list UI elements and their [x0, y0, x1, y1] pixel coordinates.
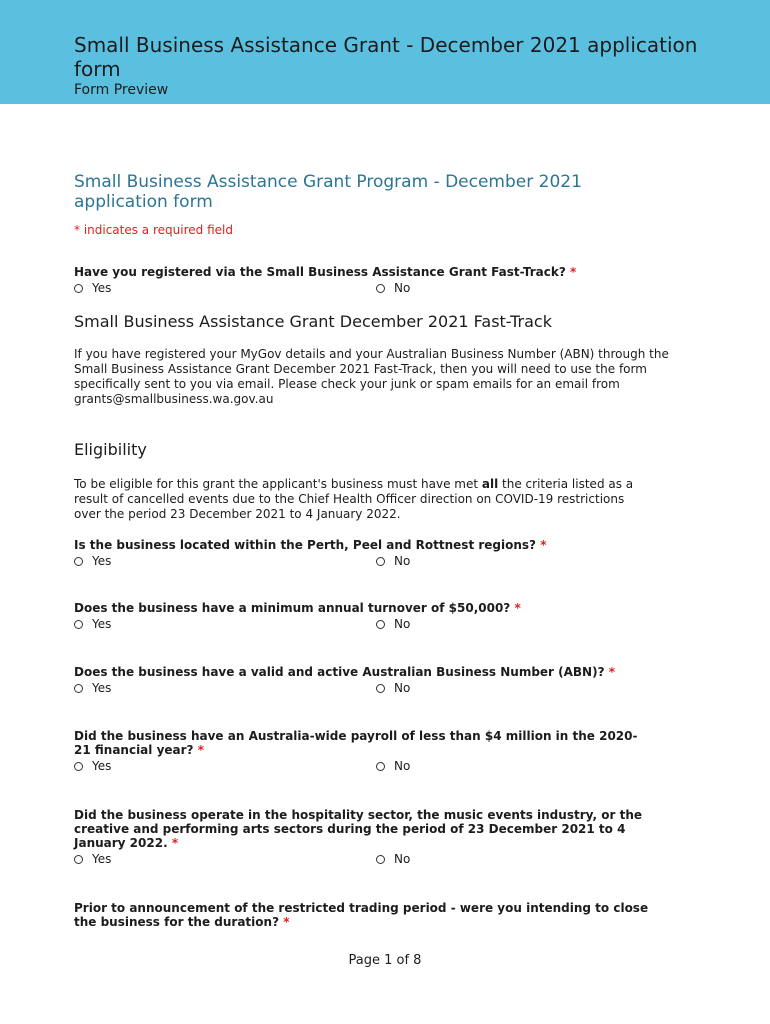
option-yes[interactable]	[74, 617, 111, 631]
form-title: Small Business Assistance Grant Program - December 2021 application form	[74, 172, 582, 212]
eligibility-description: To be eligible for this grant the applicant's business must have met all the criteria listed as a result of cancelled events due to the Chief Health Officer direction on COVID-19 restrictions over the period 23 December 2021 to 4 January 2022.	[74, 477, 634, 521]
question-location	[74, 538, 674, 552]
fasttrack-description: If you have registered your MyGov details and your Australian Business Number (ABN) through the Small Business Assistance Grant December 2021 Fast-Track, then you will need to use the form specifically sent to you via email. Please check your junk or spam emails for an email from grants@smallbusiness.wa.gov.au	[74, 347, 669, 406]
question-label: Does the business have a valid and active Australian Business Number (ABN)?	[74, 665, 605, 679]
radio-icon[interactable]	[74, 284, 83, 293]
required-marker: *	[569, 265, 577, 279]
question-payroll	[74, 729, 649, 757]
question-label: Did the business operate in the hospitality sector, the music events industry, or the creative and performing arts sectors during the period of 23 December 2021 to 4 January 2022.	[74, 808, 642, 850]
option-yes[interactable]	[74, 852, 111, 866]
page-header	[0, 0, 770, 104]
question-label: Have you registered via the Small Business Assistance Grant Fast-Track?	[74, 265, 566, 279]
required-field-note: * indicates a required field	[74, 223, 233, 237]
option-label: No	[394, 759, 411, 773]
required-marker: *	[540, 538, 547, 552]
radio-icon[interactable]	[74, 684, 83, 693]
required-marker: *	[514, 601, 521, 615]
question-turnover	[74, 601, 674, 615]
option-no[interactable]	[376, 759, 410, 773]
radio-icon[interactable]	[74, 762, 83, 771]
page-title: Small Business Assistance Grant - December 2021 application form	[74, 33, 698, 81]
option-yes[interactable]	[74, 759, 111, 773]
option-label: No	[394, 617, 411, 631]
question-label: Is the business located within the Perth, Peel and Rottnest regions?	[74, 538, 537, 552]
option-yes[interactable]	[74, 681, 111, 695]
option-label: Yes	[92, 617, 112, 631]
radio-icon[interactable]	[74, 620, 83, 629]
radio-icon[interactable]	[376, 762, 385, 771]
radio-icon[interactable]	[376, 684, 385, 693]
radio-icon[interactable]	[74, 557, 83, 566]
radio-icon[interactable]	[376, 855, 385, 864]
option-label: No	[394, 852, 411, 866]
page-subtitle: Form Preview	[74, 82, 169, 98]
option-label: Yes	[92, 554, 112, 568]
question-sector	[74, 808, 674, 850]
option-no[interactable]	[376, 681, 410, 695]
option-label: Yes	[92, 281, 112, 295]
question-label: Does the business have a minimum annual turnover of $50,000?	[74, 601, 511, 615]
option-no[interactable]	[376, 617, 410, 631]
option-label: Yes	[92, 852, 112, 866]
option-label: Yes	[92, 681, 112, 695]
option-label: No	[394, 554, 411, 568]
page-number: Page 1 of 8	[348, 953, 422, 968]
question-label: Did the business have an Australia-wide payroll of less than $4 million in the 2020-21 financial year?	[74, 729, 638, 757]
question-fasttrack	[74, 265, 674, 279]
question-closure	[74, 901, 664, 929]
required-marker: *	[197, 743, 204, 757]
option-no[interactable]	[376, 852, 410, 866]
option-label: No	[394, 281, 411, 295]
radio-icon[interactable]	[74, 855, 83, 864]
question-label: Prior to announcement of the restricted trading period - were you intending to close the business for the duration?	[74, 901, 649, 929]
section-heading-eligibility: Eligibility	[74, 440, 147, 459]
option-no[interactable]	[376, 281, 410, 295]
option-yes[interactable]	[74, 554, 111, 568]
question-abn	[74, 665, 674, 679]
option-no[interactable]	[376, 554, 410, 568]
option-label: No	[394, 681, 411, 695]
option-label: Yes	[92, 759, 112, 773]
radio-icon[interactable]	[376, 620, 385, 629]
required-marker: *	[171, 836, 179, 850]
section-heading-fasttrack: Small Business Assistance Grant December 2021 Fast-Track	[74, 312, 552, 331]
radio-icon[interactable]	[376, 284, 385, 293]
radio-icon[interactable]	[376, 557, 385, 566]
required-marker: *	[608, 665, 616, 679]
option-yes[interactable]	[74, 281, 111, 295]
required-marker: *	[283, 915, 290, 929]
